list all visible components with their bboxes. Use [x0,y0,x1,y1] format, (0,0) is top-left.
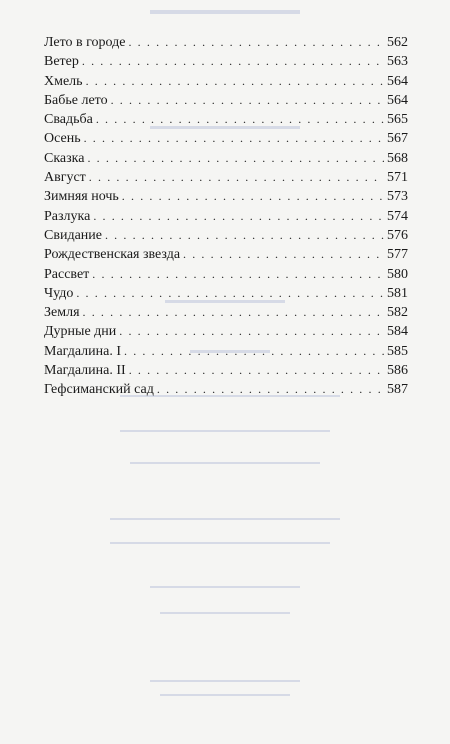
toc-entry-page: 576 [387,227,408,243]
toc-entry-page: 568 [387,150,408,166]
toc-entry[interactable] [44,168,408,187]
dot-leader [124,342,384,361]
dot-leader [96,110,384,129]
dot-leader [82,52,384,71]
dot-leader [119,322,384,341]
toc-entry[interactable] [44,226,408,245]
toc-entry[interactable] [44,33,408,52]
toc-entry[interactable] [44,265,408,284]
toc-entry-title: Свидание [44,227,102,243]
toc-entry-title: Осень [44,131,81,147]
dot-leader [128,33,384,52]
toc-entry-page: 571 [387,170,408,186]
toc-entry-title: Ветер [44,54,79,70]
toc-entry-page: 564 [387,73,408,89]
dot-leader [92,265,384,284]
toc-entry[interactable] [44,245,408,264]
toc-entry-page: 562 [387,35,408,50]
toc-entry[interactable] [44,52,408,71]
toc-entry[interactable] [44,149,408,168]
toc-entry-title: Рассвет [44,266,90,282]
dot-leader [84,129,384,148]
show-through-bar [160,612,290,614]
toc-entry-page: 573 [387,189,408,205]
toc-entry[interactable] [44,187,408,206]
toc-entry-title: Дурные дни [44,324,117,340]
toc-entry-title: Сказка [44,150,85,166]
dot-leader [129,361,384,380]
toc-entry-page: 563 [387,54,408,70]
toc-entry[interactable] [44,91,408,110]
toc-entry-page: 585 [387,343,408,359]
toc-entry-title: Магдалина. II [44,363,126,379]
toc-entry-title: Земля [44,305,80,321]
toc-entry[interactable] [44,380,408,399]
toc-entry-page: 574 [387,208,408,224]
toc-entry-title: Свадьба [44,112,93,128]
toc-entry[interactable] [44,129,408,148]
dot-leader [157,380,384,399]
toc-entry[interactable] [44,342,408,361]
toc-entry[interactable] [44,303,408,322]
toc-entry-title: Магдалина. I [44,343,122,359]
dot-leader [93,207,384,226]
toc-entry-title: Зимняя ночь [44,189,119,205]
toc-entry-title: Хмель [44,73,83,89]
toc-entry-title: Рождественская звезда [44,247,181,263]
toc-entry-title: Лето в городе [44,35,126,50]
toc-entry[interactable] [44,322,408,341]
show-through-bar [110,518,340,520]
toc-entry-page: 584 [387,324,408,340]
toc-entry-page: 581 [387,285,408,301]
dot-leader [89,168,384,187]
toc-entry-page: 567 [387,131,408,147]
show-through-bar [150,680,300,682]
toc-entry[interactable] [44,284,408,303]
dot-leader [86,72,384,91]
show-through-bar [160,694,290,696]
toc-entry-page: 587 [387,382,408,398]
dot-leader [87,149,384,168]
show-through-bar [130,462,320,464]
toc-entry-page: 582 [387,305,408,321]
show-through-bar [120,430,330,432]
toc-entry-page: 580 [387,266,408,282]
dot-leader [183,245,384,264]
dot-leader [83,303,384,322]
dot-leader [105,226,384,245]
dot-leader [122,187,384,206]
toc-entry[interactable] [44,72,408,91]
table-of-contents [44,33,408,400]
toc-entry-title: Разлука [44,208,91,224]
toc-entry-page: 565 [387,112,408,128]
toc-entry-title: Август [44,170,86,186]
toc-entry[interactable] [44,207,408,226]
toc-entry[interactable] [44,361,408,380]
toc-entry[interactable] [44,110,408,129]
dot-leader [111,91,384,110]
show-through-bar [110,542,330,544]
show-through-bar [150,10,300,14]
toc-entry-page: 577 [387,247,408,263]
toc-entry-title: Гефсиманский сад [44,382,154,398]
toc-entry-page: 564 [387,92,408,108]
toc-entry-title: Бабье лето [44,92,108,108]
toc-entry-page: 586 [387,363,408,379]
show-through-bar [150,586,300,588]
dot-leader [76,284,384,303]
toc-entry-title: Чудо [44,285,74,301]
